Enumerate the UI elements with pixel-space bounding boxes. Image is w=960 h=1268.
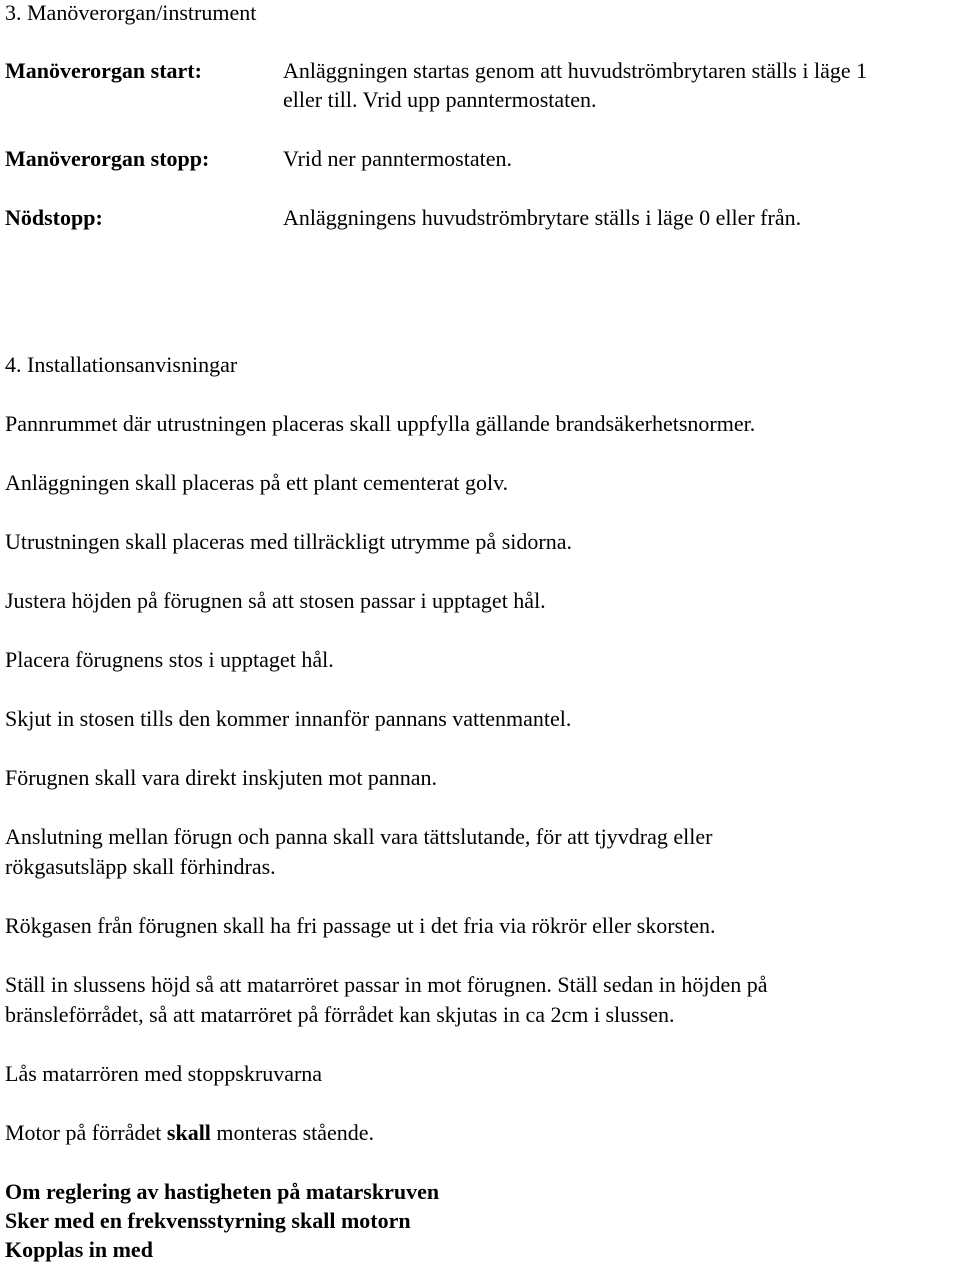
paragraph-place-nozzle: Placera förugnens stos i upptaget hål. xyxy=(5,647,334,672)
emergency-stop-text: Anläggningens huvudströmbrytare ställs i läge 0 eller från. xyxy=(283,205,802,230)
paragraph-sluice-line-2: bränsleförrådet, så att matarröret på förrådet kan skjutas in ca 2cm i slussen. xyxy=(5,1002,675,1027)
paragraph-connection-line-1: Anslutning mellan förugn och panna skall vara tättslutande, för att tjyvdrag eller xyxy=(5,824,713,849)
bold-note-line-2: Sker med en frekvensstyrning skall motorn xyxy=(5,1208,411,1233)
bold-note-line-1: Om reglering av hastigheten på matarskruven xyxy=(5,1179,440,1204)
paragraph-lock-feed-tubes: Lås matarrören med stoppskruvarna xyxy=(5,1061,323,1086)
paragraph-sluice-line-1: Ställ in slussens höjd så att matarröret passar in mot förugnen. Ställ sedan in höjden på xyxy=(5,972,768,997)
paragraph-flue-gas: Rökgasen från förugnen skall ha fri passage ut i det fria via rökrör eller skorsten. xyxy=(5,913,716,938)
start-text-line-2: eller till. Vrid upp panntermostaten. xyxy=(283,87,597,112)
bold-note-line-3: Kopplas in med xyxy=(5,1237,153,1262)
emergency-stop-label: Nödstopp: xyxy=(5,205,103,230)
motor-text-before: Motor på förrådet xyxy=(5,1120,167,1145)
stop-label: Manöverorgan stopp: xyxy=(5,146,210,171)
paragraph-adjust-height: Justera höjden på förugnen så att stosen passar i upptaget hål. xyxy=(5,588,546,613)
stop-text: Vrid ner panntermostaten. xyxy=(283,146,512,171)
paragraph-insert-nozzle: Skjut in stosen tills den kommer innanför pannans vattenmantel. xyxy=(5,706,572,731)
paragraph-boiler-room: Pannrummet där utrustningen placeras skall uppfylla gällande brandsäkerhetsnormer. xyxy=(5,411,756,436)
paragraph-direct-insert: Förugnen skall vara direkt inskjuten mot pannan. xyxy=(5,765,437,790)
section-3-heading: 3. Manöverorgan/instrument xyxy=(5,0,257,25)
motor-text-emphasis: skall xyxy=(166,1120,211,1145)
paragraph-motor xyxy=(5,1118,374,1148)
section-4-heading: 4. Installationsanvisningar xyxy=(5,352,238,377)
paragraph-floor: Anläggningen skall placeras på ett plant cementerat golv. xyxy=(5,470,509,495)
paragraph-space: Utrustningen skall placeras med tillräckligt utrymme på sidorna. xyxy=(5,529,572,554)
paragraph-connection-line-2: rökgasutsläpp skall förhindras. xyxy=(5,854,276,879)
motor-text-after: monteras stående. xyxy=(210,1120,375,1145)
start-label: Manöverorgan start: xyxy=(5,58,202,83)
start-text-line-1: Anläggningen startas genom att huvudströmbrytaren ställs i läge 1 xyxy=(283,58,868,83)
